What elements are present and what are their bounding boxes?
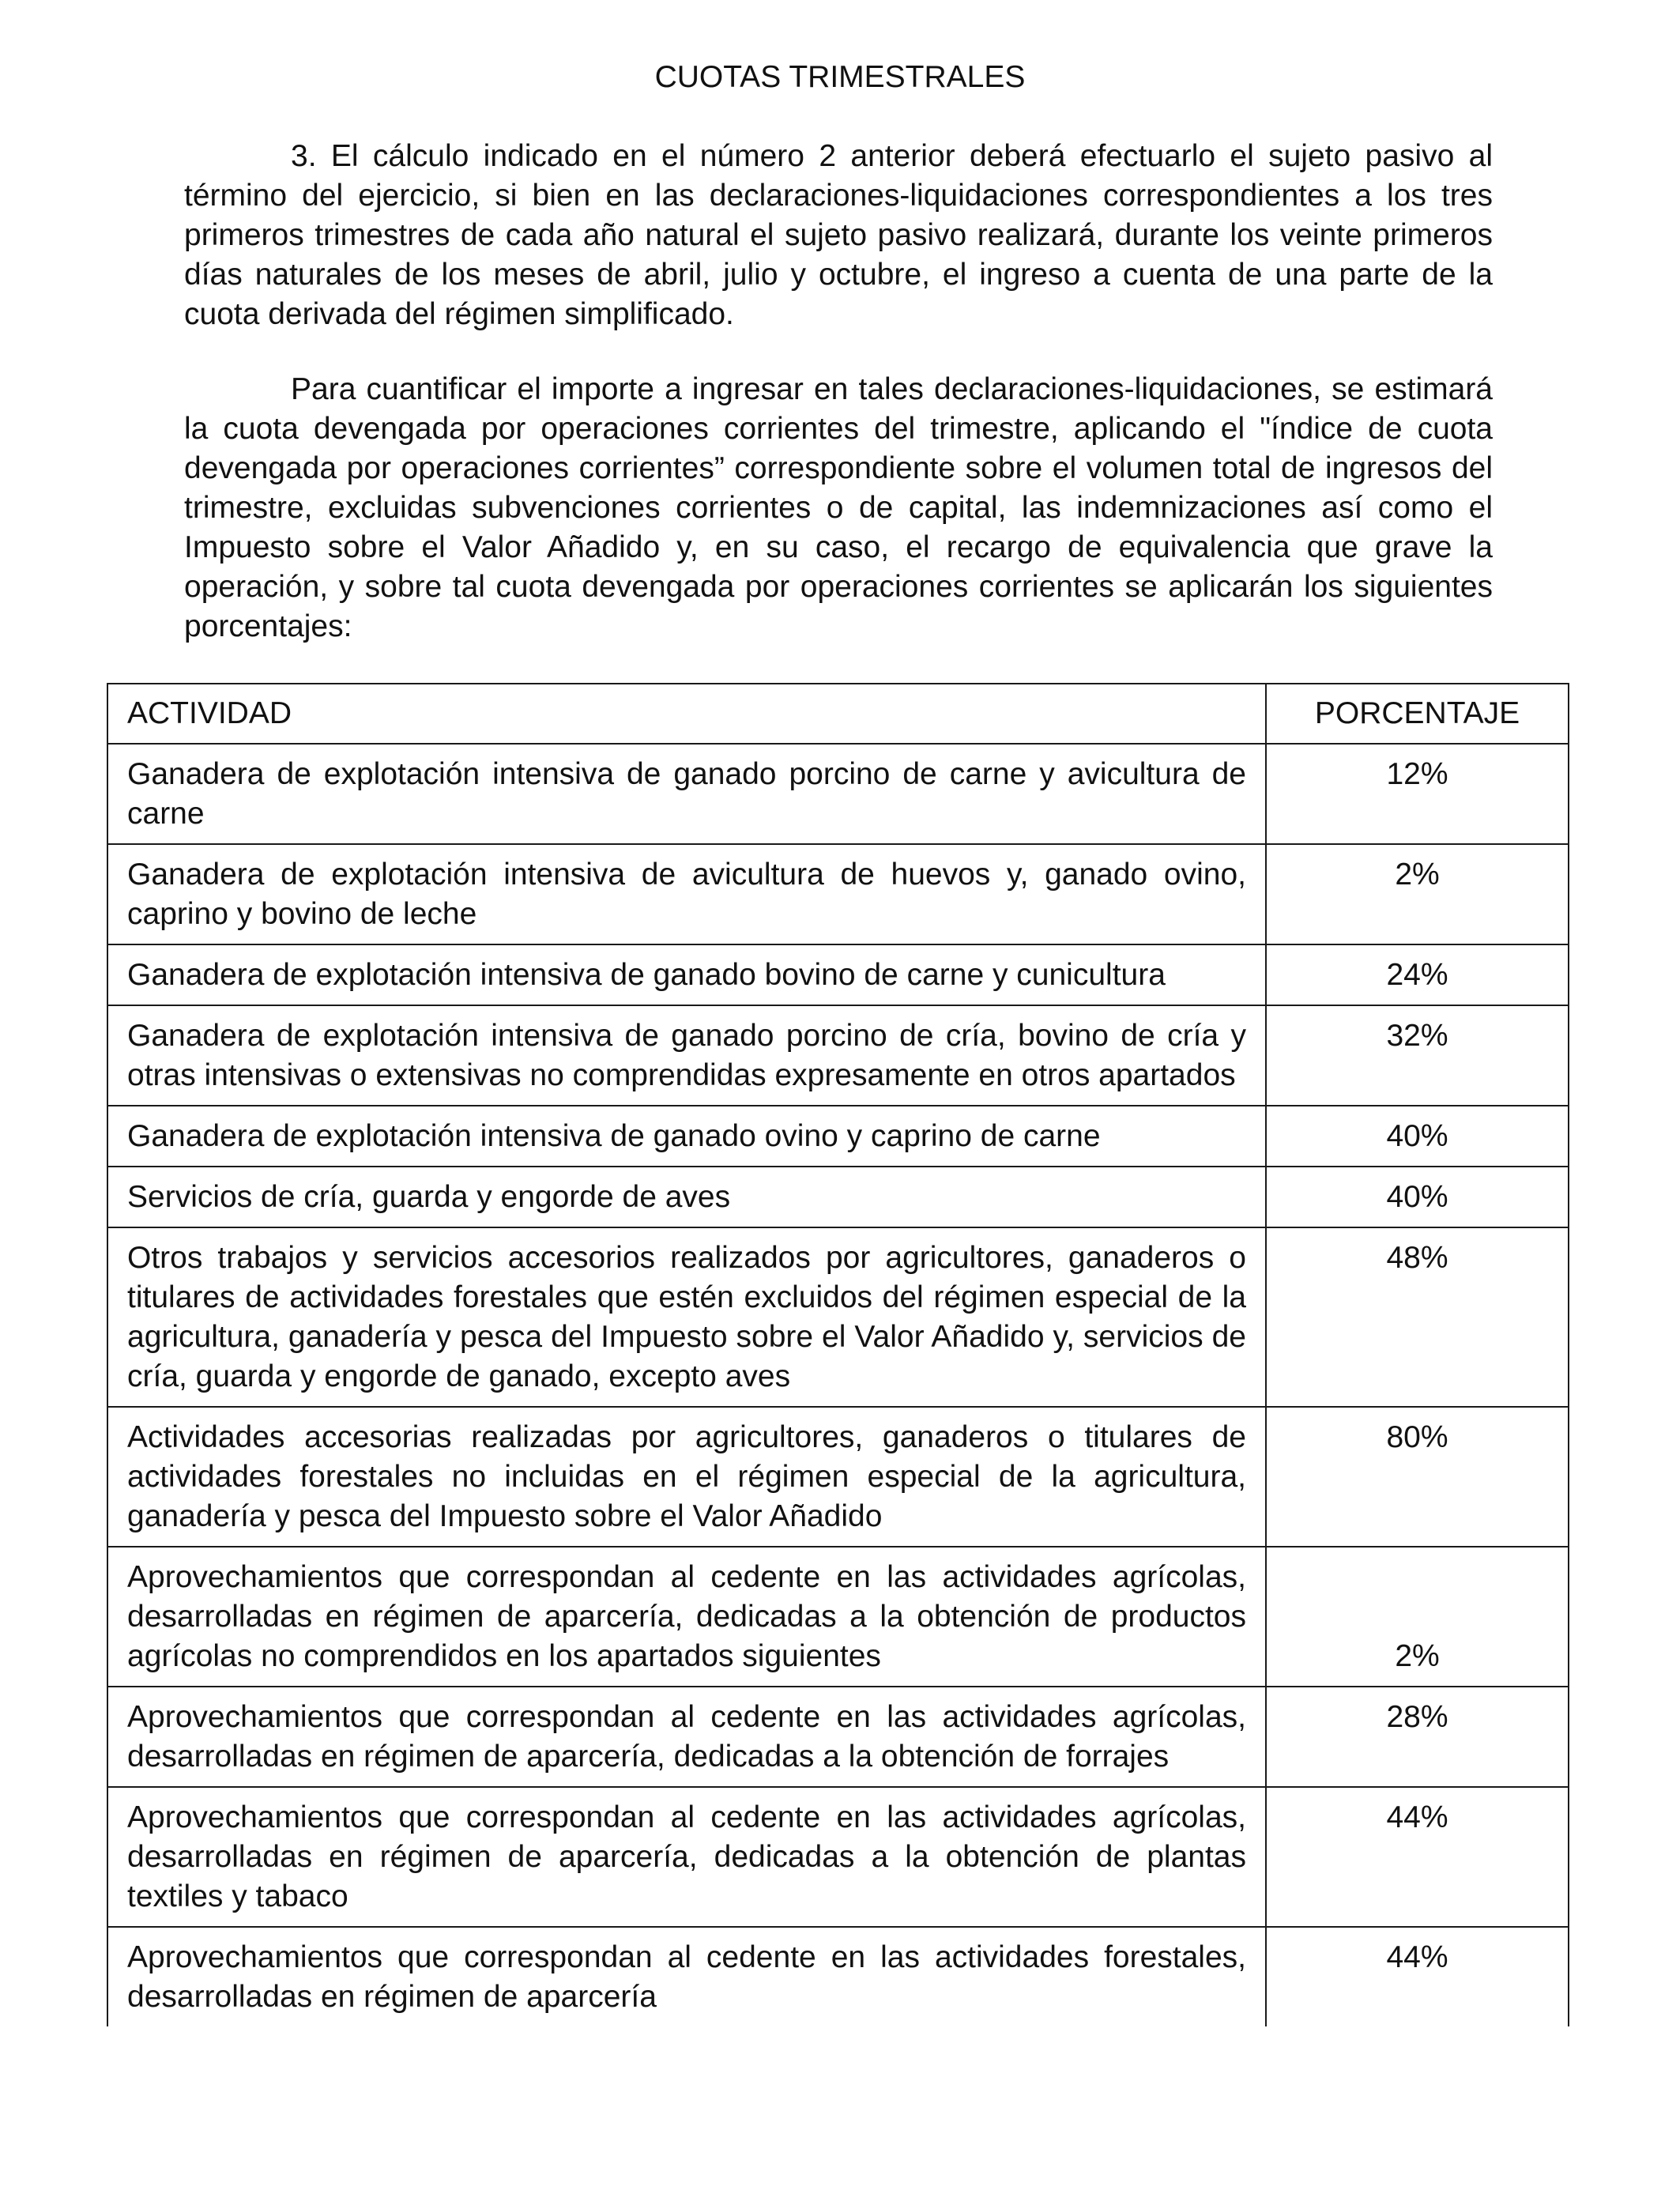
percentage-cell: 2% bbox=[1266, 1547, 1569, 1687]
activity-cell: Aprovechamientos que correspondan al cedente en las actividades agrícolas, desarrolladas en régimen de aparcería, dedicadas a la obtención de productos agrícolas no comprendidos en los apartados siguientes bbox=[107, 1547, 1266, 1687]
percentage-cell: 80% bbox=[1266, 1407, 1569, 1547]
paragraph-calculation-timing: 3. El cálculo indicado en el número 2 anterior deberá efectuarlo el sujeto pasivo al término del ejercicio, si bien en las declaraciones-liquidaciones correspondientes a los tres primeros trimestres de cada año natural el sujeto pasivo realizará, durante los veinte primeros días naturales de los meses de abril, julio y octubre, el ingreso a cuenta de una parte de la cuota derivada del régimen simplificado. bbox=[184, 139, 1493, 331]
table-row bbox=[107, 944, 1569, 1005]
activity-cell: Aprovechamientos que correspondan al cedente en las actividades agrícolas, desarrolladas en régimen de aparcería, dedicadas a la obtención de forrajes bbox=[107, 1687, 1266, 1787]
percentage-cell: 44% bbox=[1266, 1927, 1569, 2026]
activity-cell: Ganadera de explotación intensiva de ganado porcino de cría, bovino de cría y otras intensivas o extensivas no comprendidas expresamente en otros apartados bbox=[107, 1005, 1266, 1106]
table-row bbox=[107, 1687, 1569, 1787]
header-activity: ACTIVIDAD bbox=[107, 684, 1266, 744]
table-row bbox=[107, 1167, 1569, 1227]
percentage-cell: 44% bbox=[1266, 1787, 1569, 1927]
percentage-cell: 32% bbox=[1266, 1005, 1569, 1106]
paragraph-quota-estimation: Para cuantificar el importe a ingresar en tales declaraciones-liquidaciones, se estimará la cuota devengada por operaciones corrientes del trimestre, aplicando el "índice de cuota devengada por operaciones corrientes” correspondiente sobre el volumen total de ingresos del trimestre, excluidas subvenciones corrientes o de capital, las indemnizaciones así como el Impuesto sobre el Valor Añadido y, en su caso, el recargo de equivalencia que grave la operación, y sobre tal cuota devengada por operaciones corrientes se aplicarán los siguientes porcentajes: bbox=[184, 372, 1493, 643]
activity-cell: Ganadera de explotación intensiva de ganado bovino de carne y cunicultura bbox=[107, 944, 1266, 1005]
table-row bbox=[107, 844, 1569, 944]
percentage-cell: 2% bbox=[1266, 844, 1569, 944]
table-row bbox=[107, 1005, 1569, 1106]
table-row bbox=[107, 1787, 1569, 1927]
header-percentage: PORCENTAJE bbox=[1266, 684, 1569, 744]
activity-cell: Ganadera de explotación intensiva de ganado ovino y caprino de carne bbox=[107, 1106, 1266, 1167]
activity-cell: Otros trabajos y servicios accesorios realizados por agricultores, ganaderos o titulares de actividades forestales que estén excluidos del régimen especial de la agricultura, ganadería y pesca del Impuesto sobre el Valor Añadido y, servicios de cría, guarda y engorde de ganado, excepto aves bbox=[107, 1227, 1266, 1407]
activity-cell: Actividades accesorias realizadas por agricultores, ganaderos o titulares de actividades forestales no incluidas en el régimen especial de la agricultura, ganadería y pesca del Impuesto sobre el Valor Añadido bbox=[107, 1407, 1266, 1547]
table-row bbox=[107, 1547, 1569, 1687]
percentage-cell: 24% bbox=[1266, 944, 1569, 1005]
table-header-row bbox=[107, 684, 1569, 744]
percentage-cell: 40% bbox=[1266, 1106, 1569, 1167]
activity-cell: Aprovechamientos que correspondan al cedente en las actividades agrícolas, desarrolladas en régimen de aparcería, dedicadas a la obtención de plantas textiles y tabaco bbox=[107, 1787, 1266, 1927]
percentage-cell: 48% bbox=[1266, 1227, 1569, 1407]
percentage-cell: 12% bbox=[1266, 744, 1569, 844]
page-title: CUOTAS TRIMESTRALES bbox=[654, 60, 1026, 94]
activity-cell: Ganadera de explotación intensiva de avicultura de huevos y, ganado ovino, caprino y bovino de leche bbox=[107, 844, 1266, 944]
table-row bbox=[107, 744, 1569, 844]
percentage-cell: 40% bbox=[1266, 1167, 1569, 1227]
table-row bbox=[107, 1106, 1569, 1167]
activity-cell: Aprovechamientos que correspondan al cedente en las actividades forestales, desarrolladas en régimen de aparcería bbox=[107, 1927, 1266, 2026]
activity-cell: Ganadera de explotación intensiva de ganado porcino de carne y avicultura de carne bbox=[107, 744, 1266, 844]
percentage-table bbox=[107, 683, 1569, 2026]
table-row bbox=[107, 1927, 1569, 2026]
table-row bbox=[107, 1227, 1569, 1407]
table-row bbox=[107, 1407, 1569, 1547]
percentage-cell: 28% bbox=[1266, 1687, 1569, 1787]
activity-cell: Servicios de cría, guarda y engorde de aves bbox=[107, 1167, 1266, 1227]
